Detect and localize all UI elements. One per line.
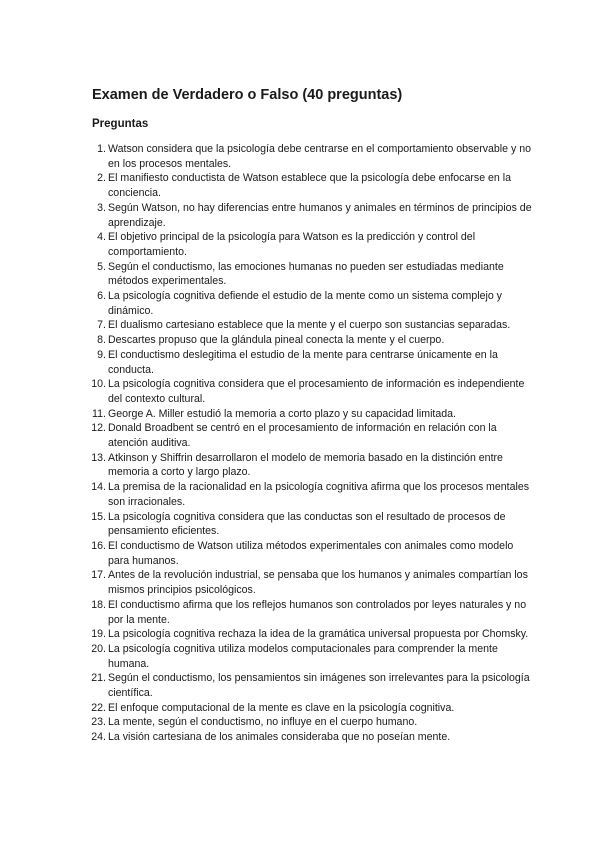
question-item: [80, 289, 532, 318]
question-number: 21.: [91, 672, 106, 685]
question-number: 20.: [91, 642, 106, 655]
question-number: 16.: [91, 539, 106, 552]
question-text: La visión cartesiana de los animales consideraba que no poseían mente.: [108, 731, 451, 744]
question-text: La psicología cognitiva defiende el estudio de la mente como un sistema complejo y dinámico.: [108, 290, 502, 317]
question-text: Donald Broadbent se centró en el procesamiento de información en relación con la atención auditiva.: [108, 422, 497, 450]
question-number: 6.: [97, 290, 106, 303]
question-item: [80, 377, 532, 406]
question-item: [80, 642, 532, 671]
question-number: 14.: [91, 481, 106, 494]
question-number: 19.: [91, 628, 106, 641]
question-item: [80, 318, 532, 333]
question-number: 9.: [97, 348, 106, 361]
question-item: [80, 142, 532, 171]
question-text: George A. Miller estudió la memoria a corto plazo y su capacidad limitada.: [108, 407, 456, 420]
question-number: 8.: [97, 334, 106, 347]
question-text: La psicología cognitiva considera que el procesamiento de información es independiente del contexto cultural.: [108, 378, 525, 405]
question-item: [80, 260, 532, 289]
question-number: 5.: [97, 260, 106, 273]
question-item: [80, 421, 532, 450]
question-text: Atkinson y Shiffrin desarrollaron el modelo de memoria basado en la distinción entre memoria a corto y largo plazo.: [108, 451, 503, 479]
question-text: La mente, según el conductismo, no influye en el cuerpo humano.: [108, 716, 418, 729]
question-item: [80, 671, 532, 700]
question-number: 13.: [91, 451, 106, 464]
question-text: Descartes propuso que la glándula pineal conecta la mente y el cuerpo.: [108, 334, 445, 347]
question-text: El objetivo principal de la psicología para Watson es la predicción y control del comportamiento.: [108, 231, 476, 258]
question-text: El conductismo de Watson utiliza métodos experimentales con animales como modelo para humanos.: [108, 539, 514, 567]
question-text: El enfoque computacional de la mente es clave en la psicología cognitiva.: [108, 701, 455, 714]
question-text: Según Watson, no hay diferencias entre humanos y animales en términos de principios de aprendizaje.: [108, 201, 532, 229]
question-item: [80, 407, 532, 422]
question-text: El dualismo cartesiano establece que la mente y el cuerpo son sustancias separadas.: [108, 319, 511, 332]
question-number: 10.: [91, 378, 106, 391]
question-item: [80, 730, 532, 745]
question-number: 11.: [92, 407, 106, 420]
question-item: [80, 598, 532, 627]
question-item: [80, 701, 532, 716]
question-item: [80, 627, 532, 642]
question-number: 12.: [91, 422, 106, 435]
question-text: Según el conductismo, los pensamientos sin imágenes son irrelevantes para la psicología científica.: [108, 672, 530, 700]
question-item: [80, 230, 532, 259]
question-item: [80, 510, 532, 539]
question-text: El manifiesto conductista de Watson establece que la psicología debe enfocarse en la conciencia.: [108, 172, 512, 200]
question-number: 7.: [97, 319, 106, 332]
question-text: Según el conductismo, las emociones humanas no pueden ser estudiadas mediante métodos experimentales.: [108, 260, 504, 288]
question-number: 24.: [91, 731, 106, 744]
question-number: 1.: [97, 143, 106, 155]
question-number: 17.: [91, 569, 106, 582]
question-item: [80, 715, 532, 730]
question-number: 23.: [91, 716, 106, 729]
page-title: Examen de Verdadero o Falso (40 preguntas): [92, 87, 403, 103]
question-text: La psicología cognitiva considera que las conductas son el resultado de procesos de pensamiento eficientes.: [108, 510, 506, 538]
question-item: [80, 333, 532, 348]
question-item: [80, 171, 532, 200]
question-item: [80, 568, 532, 597]
question-text: El conductismo deslegitima el estudio de la mente para centrarse únicamente en la conducta.: [108, 348, 498, 376]
question-text: La psicología cognitiva utiliza modelos computacionales para comprender la mente humana.: [108, 642, 498, 670]
question-item: [80, 539, 532, 568]
question-text: Watson considera que la psicología debe centrarse en el comportamiento observable y no en los procesos mentales.: [108, 143, 532, 170]
question-text: El conductismo afirma que los reflejos humanos son controlados por leyes naturales y no por la mente.: [108, 598, 527, 626]
question-number: 18.: [91, 598, 106, 611]
question-item: [80, 480, 532, 509]
question-list: [80, 142, 532, 745]
question-item: [80, 348, 532, 377]
question-text: La psicología cognitiva rechaza la idea de la gramática universal propuesta por Chomsky.: [108, 628, 529, 641]
question-number: 2.: [97, 172, 106, 185]
question-item: [80, 451, 532, 480]
question-number: 4.: [97, 231, 106, 244]
section-heading: Preguntas: [92, 118, 149, 130]
question-text: Antes de la revolución industrial, se pensaba que los humanos y animales compartían los mismos principios psicológicos.: [108, 569, 528, 597]
question-number: 3.: [97, 201, 106, 214]
question-item: [80, 201, 532, 230]
question-text: La premisa de la racionalidad en la psicología cognitiva afirma que los procesos mentales son irracionales.: [108, 481, 530, 508]
question-number: 15.: [91, 510, 106, 523]
question-number: 22.: [91, 701, 106, 714]
